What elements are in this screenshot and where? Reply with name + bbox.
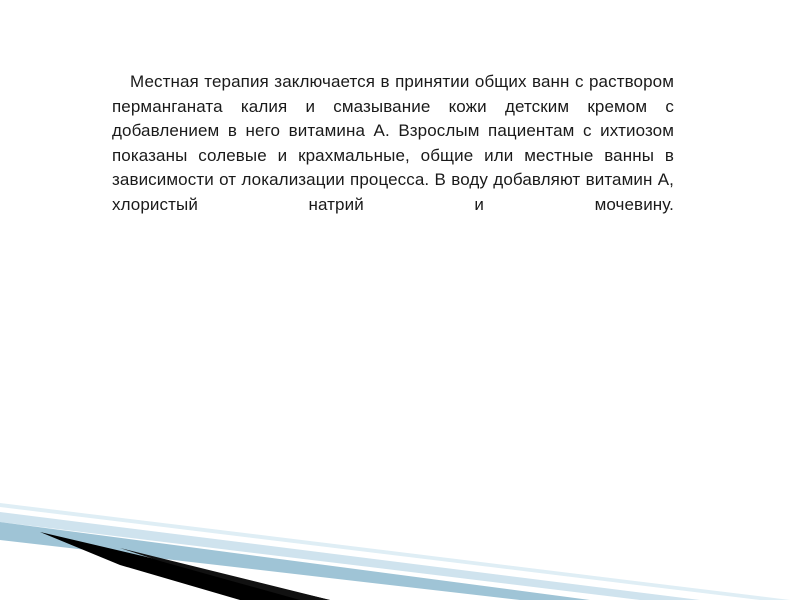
stripe-mid [0,522,590,600]
body-paragraph: Местная терапия заключается в принятии общих ванн с раствором перманганата калия и смазывание кожи детским кремом с добавлением в него витамина А. Взрослым пациентам с ихтиозом показаны солевые и крахмальные, общие или местные ванны в зависимости от локализации процесса. В воду добавляют витамин А, хлористый натрий и мочевину. [112,72,674,214]
